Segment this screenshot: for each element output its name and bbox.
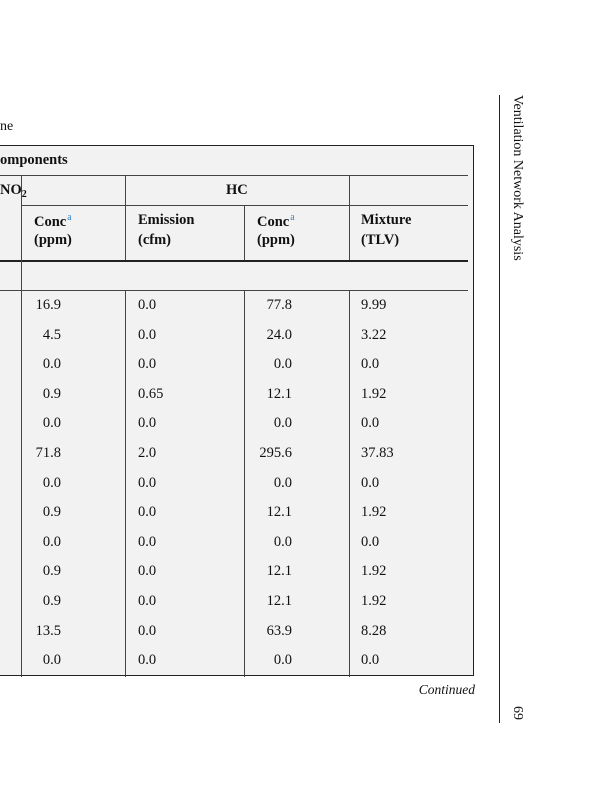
col-header-no2-conc: Conc$^a$ (34, 212, 72, 230)
table-cell: 295.6 (259, 445, 292, 461)
group-header-rule (0, 175, 468, 176)
running-head: Ventilation Network Analysis (510, 95, 525, 261)
table-cell: 63.9 (266, 622, 292, 639)
table-cell: 0.0 (138, 563, 157, 580)
table-cell: 13.5 (35, 622, 61, 639)
table-cell: 0.0 (273, 474, 292, 491)
table-cell: 0.0 (361, 533, 380, 550)
table-cell: 0.0 (138, 504, 157, 521)
subgroup-no2-header: $NO_2$ (0, 182, 27, 200)
table-cell: 2.0 (138, 445, 157, 461)
col-header-mixture-unit: (TLV) (361, 232, 400, 248)
table-cell: 0.0 (361, 356, 380, 373)
table-cell: 0.9 (42, 385, 61, 402)
table-cell: 12.1 (266, 563, 292, 580)
data-table (0, 145, 474, 676)
col-separator-1 (21, 176, 22, 677)
table-cell: 0.0 (42, 652, 61, 669)
table-cell: 24.0 (266, 326, 292, 343)
table-cell: 0.0 (273, 652, 292, 669)
table-cell: 3.22 (361, 326, 387, 343)
table-cell: 1.92 (361, 385, 387, 402)
table-cell: 77.8 (266, 297, 292, 313)
col-separator-4 (349, 291, 350, 677)
table-cell: 0.0 (42, 415, 61, 432)
table-cell: 0.0 (138, 533, 157, 550)
table-cell: 12.1 (266, 593, 292, 609)
table-cell: 1.92 (361, 563, 387, 580)
header-bottom-rule (0, 260, 468, 262)
col-separator-4-header (349, 176, 350, 260)
table-cell: 37.83 (361, 445, 394, 461)
table-cell: 0.0 (138, 297, 157, 313)
table-cell: 0.0 (273, 356, 292, 373)
table-cell: 0.0 (361, 474, 380, 491)
col-separator-3-header (244, 206, 245, 260)
table-cell: 4.5 (42, 326, 61, 343)
col-header-hc-emission-unit: (cfm) (138, 232, 172, 248)
table-cell: 16.9 (35, 297, 61, 313)
table-cell: 1.92 (361, 504, 387, 521)
col-separator-2 (125, 291, 126, 677)
table-cell: 0.0 (273, 415, 292, 432)
table-cell: 9.99 (361, 297, 387, 313)
subgroup-no2-rule (21, 205, 125, 206)
subgroup-mixture-rule (349, 205, 468, 206)
table-cell: 0.0 (42, 533, 61, 550)
table-cell: 0.0 (138, 326, 157, 343)
table-cell: 0.9 (42, 593, 61, 609)
table-cell: 0.0 (138, 593, 157, 609)
table-cell: 12.1 (266, 504, 292, 521)
col-header-hc-conc: Conc$^a$ (257, 212, 295, 230)
col-separator-2-header (125, 176, 126, 260)
table-cell: 0.9 (42, 504, 61, 521)
table-cell: 8.28 (361, 622, 387, 639)
col-separator-3 (244, 291, 245, 677)
group-header: omponents (0, 152, 68, 168)
table-cell: 0.0 (361, 415, 380, 432)
section-rule (0, 290, 468, 291)
subgroup-hc-header: HC (226, 182, 248, 198)
table-cell: 0.0 (361, 652, 380, 669)
subgroup-hc-rule (125, 205, 349, 206)
table-cell: 1.92 (361, 593, 387, 609)
table-cell: 12.1 (266, 385, 292, 402)
continued-label: Continued (418, 682, 475, 697)
col-header-mixture: Mixture (361, 212, 412, 228)
table-cell: 0.0 (138, 474, 157, 491)
table-caption-fragment: ne (0, 119, 14, 134)
table-cell: 0.0 (138, 415, 157, 432)
table-cell: 0.0 (138, 356, 157, 373)
table-cell: 71.8 (35, 445, 61, 461)
table-cell: 0.9 (42, 563, 61, 580)
col-header-no2-conc-unit: (ppm) (34, 232, 72, 248)
table-cell: 0.0 (138, 622, 157, 639)
table-cell: 0.0 (138, 652, 157, 669)
col-header-hc-emission: Emission (138, 212, 195, 228)
table-cell: 0.0 (42, 474, 61, 491)
table-cell: 0.0 (42, 356, 61, 373)
page-number: 69 (510, 706, 525, 720)
running-head-rule (499, 95, 500, 723)
table-cell: 0.65 (138, 385, 164, 402)
table-cell: 0.0 (273, 533, 292, 550)
col-header-hc-conc-unit: (ppm) (257, 232, 295, 248)
